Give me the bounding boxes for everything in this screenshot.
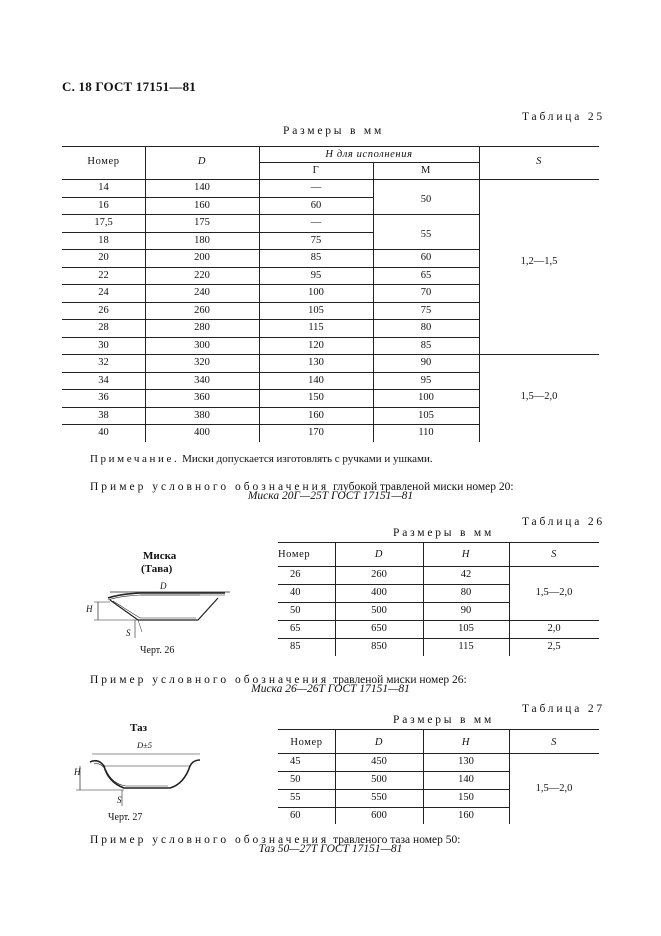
fig27-label-h: H <box>74 767 81 777</box>
t27-cell-nomer: 55 <box>290 792 301 803</box>
t25-cell-m: 100 <box>418 392 434 403</box>
fig26-subtitle: (Тава) <box>141 563 173 575</box>
t25-cell-g: 85 <box>310 252 322 263</box>
t27-cell-d: 600 <box>371 810 387 821</box>
t26-cell-d: 400 <box>371 587 387 598</box>
t27-s-merged: 1,5—2,0 <box>535 783 573 794</box>
t25-cell-g: 150 <box>308 392 324 403</box>
t26-row-rule <box>278 620 509 621</box>
t26-col-nomer: Номер <box>278 549 311 560</box>
t26-cell-d: 650 <box>371 623 387 634</box>
t25-row-rule <box>62 214 479 215</box>
t25-cell-g: — <box>310 217 322 228</box>
fig26-caption: Черт. 26 <box>140 645 175 656</box>
t25-cell-m: 95 <box>420 374 432 386</box>
t25-header-rule <box>62 179 599 180</box>
t27-cell-d: 550 <box>371 792 387 803</box>
t25-cell-m: 70 <box>420 287 432 298</box>
t25-cell-d: 160 <box>194 199 210 211</box>
t25-col-nomer: Номер <box>87 156 120 167</box>
t25-cell-g: 60 <box>310 199 322 211</box>
table27-sizes-caption: Размеры в мм <box>393 714 495 726</box>
t26-cell-s: 2,0 <box>547 623 561 634</box>
t26-cell-d: 850 <box>371 641 387 652</box>
fig26-label-s: S <box>126 628 131 638</box>
t26-cell-h: 90 <box>460 605 472 616</box>
t25-cell-g: 120 <box>308 339 324 351</box>
fig27-label-s: S <box>117 795 122 805</box>
t25-row-rule <box>62 424 479 425</box>
t27-cell-h: 160 <box>458 810 474 821</box>
t25-m-merged-2: 55 <box>420 229 432 240</box>
t25-cell-nomer: 17,5 <box>94 217 113 228</box>
t26-s-rule <box>509 638 599 639</box>
t26-header-rule <box>278 566 599 567</box>
fig26-label-h: H <box>86 604 93 614</box>
t25-col-g: Г <box>312 165 320 176</box>
t25-cell-m: 65 <box>420 269 432 281</box>
t26-cell-h: 80 <box>460 587 472 598</box>
t26-row-rule <box>278 638 509 639</box>
t25-cell-g: 170 <box>308 427 324 438</box>
t25-row-rule <box>62 389 479 390</box>
example-1-lead: Пример условного обозначения <box>90 481 330 493</box>
t25-cell-g: 100 <box>308 287 324 298</box>
t25-cell-d: 300 <box>194 339 210 351</box>
t25-cell-nomer: 32 <box>98 357 109 368</box>
t27-col-d: D <box>374 737 384 748</box>
t27-cell-h: 150 <box>458 792 474 803</box>
example-2-text: травленой миски номер 26: <box>333 674 467 686</box>
fig27-caption: Черт. 27 <box>108 812 143 823</box>
t26-top-rule <box>278 542 599 543</box>
fig27-drawing <box>72 744 202 806</box>
example-2-lead: Пример условного обозначения <box>90 674 330 686</box>
t25-row-rule <box>62 249 479 250</box>
fig27-title: Таз <box>130 722 147 734</box>
t25-cell-nomer: 30 <box>98 339 109 351</box>
t26-row-rule <box>278 602 509 603</box>
example-3-text: травленого таза номер 50: <box>333 834 461 846</box>
t26-col-d: D <box>374 549 384 560</box>
t25-cell-m: 90 <box>420 357 432 368</box>
t25-cell-g: 130 <box>308 357 324 368</box>
fig26-label-d: D <box>160 581 167 591</box>
t25-cell-nomer: 22 <box>98 269 109 281</box>
t25-cell-nomer: 36 <box>98 392 109 403</box>
t25-m-merged-1: 50 <box>420 194 432 205</box>
t26-cell-nomer: 65 <box>290 623 301 634</box>
t25-cell-g: 140 <box>308 374 324 386</box>
page-header: С. 18 ГОСТ 17151—81 <box>62 79 196 94</box>
t25-cell-d: 260 <box>194 304 210 316</box>
t25-col-m: М <box>421 165 431 176</box>
t25-cell-g: 105 <box>308 304 324 316</box>
t27-cell-nomer: 45 <box>290 756 301 767</box>
t27-cell-d: 500 <box>371 774 387 785</box>
t25-cell-nomer: 26 <box>98 304 109 316</box>
t27-cell-h: 130 <box>458 756 474 767</box>
t25-cell-nomer: 38 <box>98 409 109 421</box>
t25-cell-d: 380 <box>194 409 210 421</box>
t27-col-nomer: Номер <box>290 737 323 748</box>
t25-s-merged-1: 1,2—1,5 <box>520 256 558 267</box>
t26-col-h: H <box>461 549 471 560</box>
table26-label: Таблица 26 <box>522 516 605 528</box>
t25-cell-m: 80 <box>420 322 432 333</box>
t25-cell-m: 75 <box>420 304 432 316</box>
t25-cell-m: 85 <box>420 339 432 351</box>
t25-cell-g: 160 <box>308 409 324 421</box>
table25-label: Таблица 25 <box>522 111 605 123</box>
t26-cell-nomer: 40 <box>290 587 301 598</box>
table27-label: Таблица 27 <box>522 703 605 715</box>
t25-cell-g: — <box>310 182 322 193</box>
t25-cell-nomer: 40 <box>98 427 109 438</box>
table25-sizes-caption: Размеры в мм <box>283 125 385 137</box>
t25-top-rule <box>62 146 599 147</box>
note-text: Миски допускается изготовлять с ручками и ушками. <box>182 453 433 465</box>
t25-cell-m: 110 <box>418 427 434 438</box>
t27-col-h: H <box>461 737 471 748</box>
t26-cell-h: 105 <box>458 623 474 634</box>
t26-cell-h: 115 <box>458 641 474 652</box>
t25-cell-d: 340 <box>194 374 210 386</box>
t25-h-subrule <box>259 162 479 163</box>
t25-row-rule <box>62 284 479 285</box>
t25-cell-d: 240 <box>194 287 210 298</box>
fig27-label-d: D±5 <box>137 740 153 750</box>
t27-header-rule <box>278 753 599 754</box>
t27-cell-d: 450 <box>371 756 387 767</box>
example-1-text: глубокой травленой миски номер 20: <box>333 481 514 493</box>
t27-row-rule <box>278 789 509 790</box>
t25-cell-nomer: 24 <box>98 287 109 298</box>
note-label: Примечание. <box>90 453 180 465</box>
t27-cell-h: 140 <box>458 774 474 785</box>
note <box>90 453 433 465</box>
fig26-drawing <box>80 580 230 648</box>
t26-s-merged: 1,5—2,0 <box>535 587 573 598</box>
t25-col-s: S <box>536 156 542 167</box>
t25-cell-d: 320 <box>194 357 210 368</box>
t27-top-rule <box>278 729 599 730</box>
t25-col-h: H для исполнения <box>325 149 413 160</box>
t25-cell-d: 360 <box>194 392 210 403</box>
t26-cell-nomer: 50 <box>290 605 301 616</box>
t25-cell-d: 180 <box>194 234 210 246</box>
t25-row-rule <box>62 319 479 320</box>
t26-cell-nomer: 26 <box>290 569 301 580</box>
fig26-title: Миска <box>143 550 177 562</box>
t27-col-s: S <box>551 737 557 748</box>
t27-cell-nomer: 60 <box>290 810 301 821</box>
t26-cell-s: 2,5 <box>547 641 561 652</box>
t25-cell-nomer: 34 <box>98 374 109 386</box>
t26-cell-d: 260 <box>371 569 387 580</box>
t25-cell-d: 140 <box>194 182 210 193</box>
t25-col-d: D <box>197 156 207 167</box>
t26-cell-d: 500 <box>371 605 387 616</box>
table26-sizes-caption: Размеры в мм <box>393 527 495 539</box>
t25-cell-m: 105 <box>418 409 434 421</box>
t25-cell-g: 115 <box>308 322 324 333</box>
t25-s-merged-2: 1,5—2,0 <box>520 391 558 402</box>
t25-cell-m: 60 <box>420 252 432 263</box>
t25-cell-nomer: 20 <box>98 252 109 263</box>
t25-cell-d: 280 <box>194 322 210 333</box>
t27-row-rule <box>278 771 509 772</box>
t25-cell-nomer: 16 <box>98 199 109 211</box>
example-1-code: Миска 20Г—25Т ГОСТ 17151—81 <box>247 490 414 502</box>
t25-cell-g: 95 <box>310 269 322 281</box>
example-3-code: Таз 50—27Т ГОСТ 17151—81 <box>258 843 403 855</box>
t26-cell-h: 42 <box>460 569 472 580</box>
t26-s-rule <box>509 620 599 621</box>
t26-cell-nomer: 85 <box>290 641 301 652</box>
t27-row-rule <box>278 807 509 808</box>
t25-cell-nomer: 14 <box>98 182 109 193</box>
t25-cell-d: 175 <box>194 217 210 228</box>
t25-cell-d: 400 <box>194 427 210 438</box>
example-3-lead: Пример условного обозначения <box>90 834 330 846</box>
t25-cell-d: 220 <box>194 269 210 281</box>
t27-cell-nomer: 50 <box>290 774 301 785</box>
t26-col-s: S <box>551 549 557 560</box>
t25-cell-d: 200 <box>194 252 210 263</box>
t25-cell-nomer: 28 <box>98 322 109 333</box>
t26-row-rule <box>278 584 509 585</box>
t25-cell-g: 75 <box>310 234 322 246</box>
t25-cell-nomer: 18 <box>98 234 109 246</box>
t25-row-rule <box>62 354 599 355</box>
example-2-code: Миска 26—26Т ГОСТ 17151—81 <box>251 683 410 695</box>
